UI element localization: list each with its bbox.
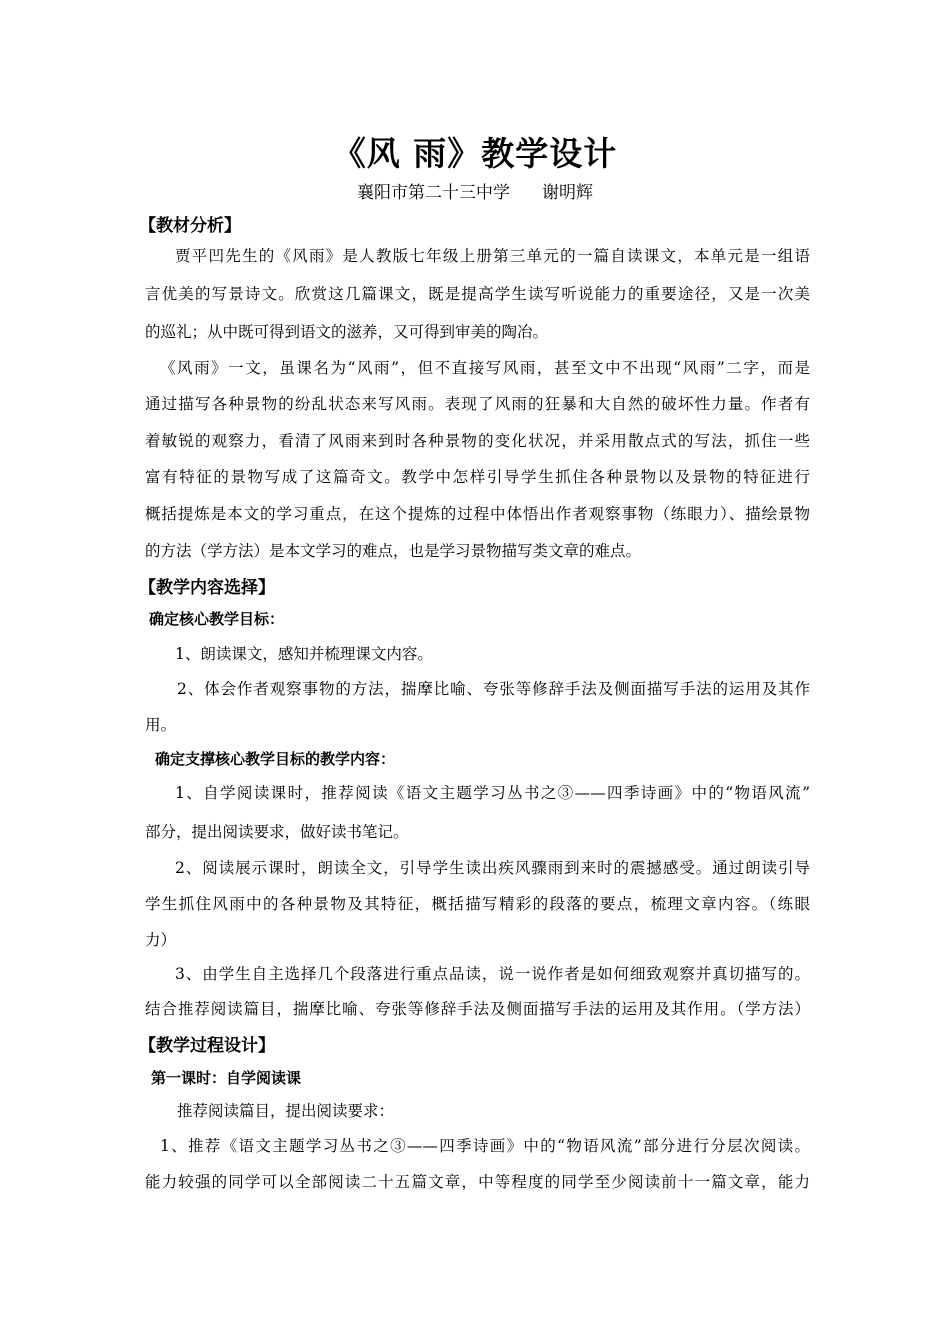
author-name: 谢明辉 [542, 183, 593, 203]
author-school: 襄阳市第二十三中学 [357, 183, 510, 203]
list-item-continuation: 部分，提出阅读要求，做好读书笔记。 [145, 823, 409, 841]
list-item: 1、朗读课文，感知并梳理课文内容。 [175, 645, 433, 663]
list-item-continuation: 用。 [145, 716, 177, 734]
list-item: 3、由学生自主选择几个段落进行重点品读，说一说作者是如何细致观察并真切描写的。 [175, 965, 810, 983]
subheading-core-goal: 确定核心教学目标： [149, 610, 285, 628]
list-item: 2、体会作者观察事物的方法，揣摩比喻、夸张等修辞手法及侧面描写手法的运用及其作 [177, 680, 810, 698]
paragraph-line: 《风雨》一文，虽课名为“风雨”，但不直接写风雨，甚至文中不出现“风雨”二字，而是 [160, 359, 810, 377]
list-item-continuation: 力） [145, 931, 177, 949]
list-item: 1、自学阅读课时，推荐阅读《语文主题学习丛书之③——四季诗画》中的“物语风流” [175, 784, 810, 802]
list-item-continuation: 能力较强的同学可以全部阅读二十五篇文章，中等程度的同学至少阅读前十一篇文章，能力 [145, 1173, 810, 1191]
paragraph-line: 推荐阅读篇目，提出阅读要求： [177, 1102, 395, 1120]
paragraph-line: 的方法（学方法）是本文学习的难点，也是学习景物描写类文章的难点。 [145, 542, 642, 560]
section-heading-content-choice: 【教学内容选择】 [139, 578, 275, 598]
page-title: 《风 雨》教学设计 [332, 134, 618, 173]
section-heading-process: 【教学过程设计】 [139, 1036, 275, 1056]
list-item: 1、推荐《语文主题学习丛书之③——四季诗画》中的“物语风流”部分进行分层次阅读。 [160, 1137, 810, 1155]
paragraph-line: 贾平凹先生的《风雨》是人教版七年级上册第三单元的一篇自读课文，本单元是一组语 [175, 247, 810, 265]
paragraph-line: 通过描写各种景物的纷乱状态来写风雨。表现了风雨的狂暴和大自然的破坏性力量。作者有 [145, 395, 810, 413]
subheading-lesson1: 第一课时：自学阅读课 [151, 1069, 302, 1087]
paragraph-line: 富有特征的景物写成了这篇奇文。教学中怎样引导学生抓住各种景物以及景物的特征进行 [145, 468, 810, 486]
list-item-continuation: 学生抓住风雨中的各种景物及其特征，概括描写精彩的段落的要点，梳理文章内容。（练眼 [145, 895, 810, 913]
paragraph-line: 言优美的写景诗文。欣赏这几篇课文，既是提高学生读写听说能力的重要途径，又是一次美 [145, 285, 810, 303]
list-item-continuation: 结合推荐阅读篇目，揣摩比喻、夸张等修辞手法及侧面描写手法的运用及其作用。（学方法） [145, 1000, 810, 1018]
paragraph-line: 着敏锐的观察力，看清了风雨来到时各种景物的变化状况，并采用散点式的写法，抓住一些 [145, 432, 810, 450]
subheading-support: 确定支撑核心教学目标的教学内容： [155, 750, 396, 768]
paragraph-line: 概括提炼是本文的学习重点，在这个提炼的过程中体悟出作者观察事物（练眼力）、描绘景物 [145, 505, 810, 523]
paragraph-line: 的巡礼；从中既可得到语文的滋养，又可得到审美的陶冶。 [145, 323, 549, 341]
section-heading-analysis: 【教材分析】 [139, 216, 241, 236]
list-item: 2、阅读展示课时，朗读全文，引导学生读出疾风骤雨到来时的震撼感受。通过朗读引导 [175, 859, 810, 877]
author-line [0, 178, 950, 203]
